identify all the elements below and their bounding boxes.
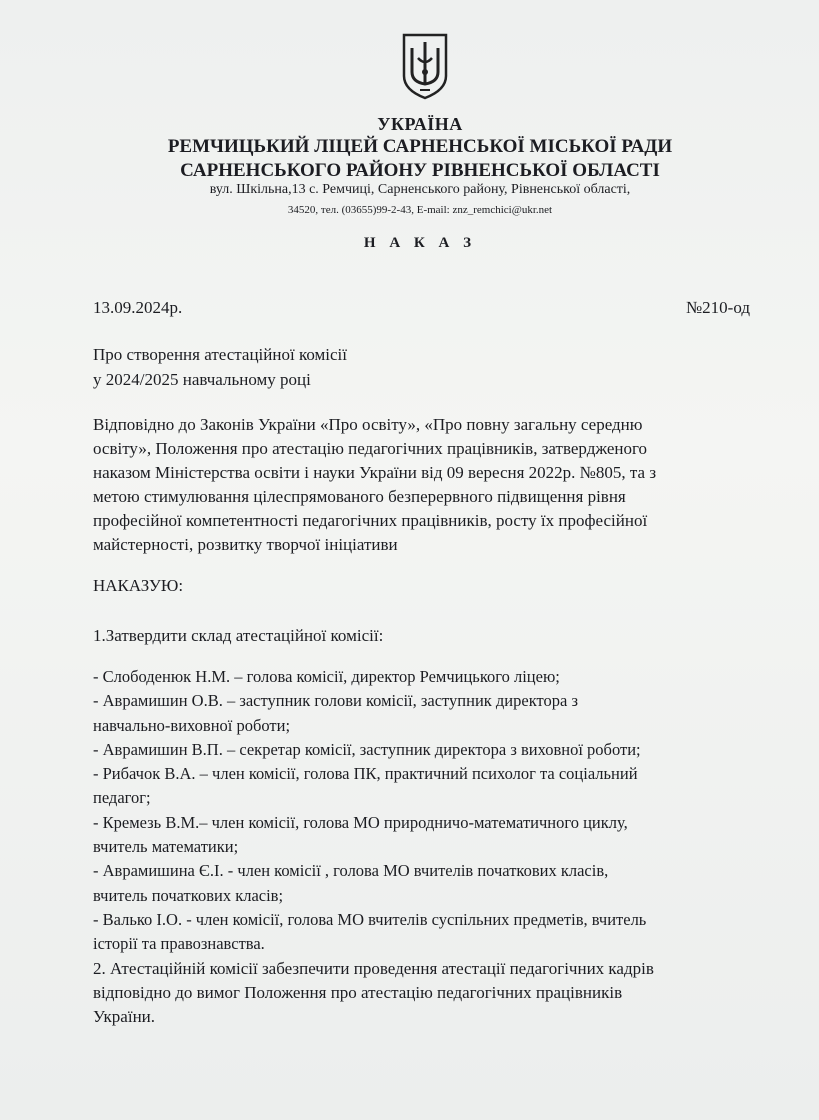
list-item: вчитель математики; [93, 837, 239, 857]
organization-name: РЕМЧИЦЬКИЙ ЛІЦЕЙ САРНЕНСЬКОЇ МІСЬКОЇ РАДИ [167, 136, 673, 157]
commission-members-list [93, 665, 783, 957]
preamble-line: майстерності, розвитку творчої ініціативи [93, 535, 398, 554]
contact-line: 34520, тел. (03655)99-2-43, E-mail: znz_remchici@ukr.net [287, 204, 553, 216]
item2-line: відповідно до вимог Положення про атестацію педагогічних працівників [93, 983, 623, 1002]
document-title: Н А К А З [363, 235, 477, 251]
list-item: історії та правознавства. [93, 934, 265, 954]
order-number: №210-од [685, 298, 750, 317]
list-item: - Слободенюк Н.М. – голова комісії, директор Ремчицького ліцею; [93, 667, 560, 686]
order-subject [93, 342, 347, 392]
item2-line: України. [93, 1007, 156, 1026]
preamble-line: освіту», Положення про атестацію педагогічних працівників, затвердженого [93, 439, 648, 458]
order-document [60, 20, 780, 1100]
list-item: вчитель початкових класів; [93, 885, 284, 905]
country-name: УКРАЇНА [377, 114, 463, 134]
subject-line: Про створення атестаційної комісії [93, 345, 347, 364]
order-item-1: 1.Затвердити склад атестаційної комісії: [93, 626, 384, 645]
address-line: вул. Шкільна,13 с. Ремчиці, Сарненського району, Рівненської області, [209, 182, 631, 197]
list-item: навчально-виховної роботи; [93, 715, 291, 735]
order-directive-word: НАКАЗУЮ: [93, 576, 184, 595]
preamble-line: професійної компетентності педагогічних працівників, росту їх професійної [93, 511, 648, 530]
preamble-line: Відповідно до Законів України «Про освіту», «Про повну загальну середню [93, 415, 643, 434]
list-item: педагог; [93, 788, 151, 808]
item2-line: 2. Атестаційній комісії забезпечити проведення атестації педагогічних кадрів [93, 959, 654, 978]
list-item: - Аврамишин О.В. – заступник голови комісії, заступник директора з [93, 691, 578, 711]
preamble-line: наказом Міністерства освіти і науки України від 09 вересня 2022р. №805, та з [93, 463, 657, 482]
organization-region: САРНЕНСЬКОГО РАЙОНУ РІВНЕНСЬКОЇ ОБЛАСТІ [180, 160, 660, 181]
trident-emblem-icon [400, 32, 450, 100]
subject-line: у 2024/2025 навчальному році [93, 370, 311, 389]
list-item: - Кремезь В.М.– член комісії, голова МО природничо-математичного циклу, [93, 812, 628, 832]
list-item: - Аврамишина Є.І. - член комісії , голова МО вчителів початкових класів, [93, 861, 609, 881]
list-item: - Рибачок В.А. – член комісії, голова ПК, практичний психолог та соціальний [93, 764, 638, 784]
order-item-2 [93, 957, 773, 1029]
preamble-line: метою стимулювання цілеспрямованого безперервного підвищення рівня [93, 487, 626, 506]
order-date: 13.09.2024р. [93, 298, 183, 317]
list-item: - Аврамишин В.П. – секретар комісії, заступник директора з виховної роботи; [93, 739, 641, 759]
list-item: - Валько І.О. - член комісії, голова МО вчителів суспільних предметів, вчитель [93, 909, 647, 929]
preamble-paragraph [93, 413, 773, 557]
